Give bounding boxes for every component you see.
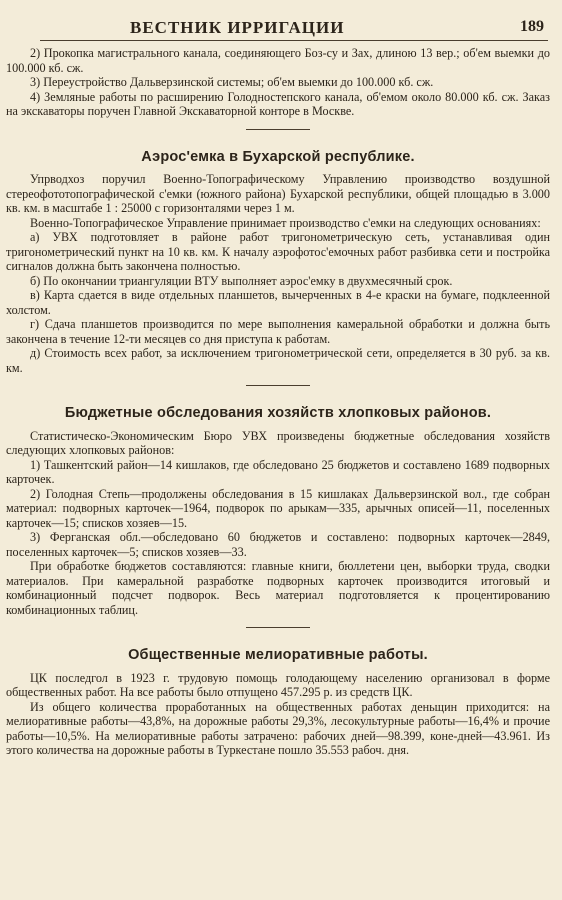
section-title: Бюджетные обследования хозяйств хлопковых районов. [64,405,492,421]
paragraph: Упрводхоз поручил Военно-Топографическому Управлению производство воздушной стереофототопографической с'емки (южного района) Бухарской республики, общей площадью в 3.000 кв. км. в масштабе 1 : 25000 с горизонталями через 1 м. [6,172,550,215]
journal-title: ВЕСТНИК ИРРИГАЦИИ [130,18,345,37]
section-title: Общественные мелиоративные работы. [128,647,428,663]
paragraph: б) По окончании триангуляции ВТУ выполняет аэрос'емку в двухмесячный срок. [30,273,453,288]
intro-item: 4) Земляные работы по расширению Голодностепского канала, об'емом около 80.000 кб. сж. Заказ на экскаваторы поручен Главной Экскаваторной конторе в Москве. [6,89,550,118]
paragraph: г) Сдача планшетов производится по мере выполнения камеральной обработки и должна быть закончена в течение 12-ти месяцев со дня приступа к работам. [6,317,550,346]
section-aerial-survey [6,150,550,376]
paragraph: ЦК последгол в 1923 г. трудовую помощь голодающему населению организовал в форме общественных работ. На все работы было отпущено 457.295 р. из средств ЦК. [6,670,550,699]
article-body [6,46,550,758]
paragraph: Военно-Топографическое Управление принимает производство с'емки на следующих основаниях: [30,215,541,230]
running-head [40,18,548,41]
section-divider [246,129,310,130]
paragraph: Статистическо-Экономическим Бюро УВХ произведены бюджетные обследования хозяйств следующих хлопковых районов: [6,428,550,457]
section-budget-surveys [6,406,550,617]
section-divider [246,385,310,386]
paragraph: в) Карта сдается в виде отдельных планшетов, вычерченных в 4-е краски на бумаге, подклеенной холстом. [6,288,550,317]
paragraph: а) УВХ подготовляет в районе работ тригонометрическую сеть, устанавливая один тригонометрический пункт на 10 кв. км. К началу аэрофотос'емочных работ разбивка сети и постройка сигналов должна быть закончена полностью. [6,230,550,273]
intro-item: 3) Переустройство Дальверзинской системы; об'ем выемки до 100.000 кб. сж. [30,75,434,89]
paragraph: 2) Голодная Степь—продолжены обследования в 15 кишлаках Дальверзинской вол., где собран материал: подворных карточек—1964, подворок по арыкам—335, арычных описей—11, поселенных карточек—15; списков хозяев—15. [6,486,550,530]
section-title: Аэрос'емка в Бухарской республике. [141,148,415,165]
intro-list [6,46,550,119]
paragraph: 1) Ташкентский район—14 кишлаков, где обследовано 25 бюджетов и составлено 1689 подворных карточек. [6,457,550,486]
page-number: 189 [520,18,544,35]
paragraph: Из общего количества проработанных на общественных работах деньщин приходится: на мелиоративные работы—43,8%, на дорожные работы 29,3%, лесокультурные работы—16,4% и прочие работы—10,5%. На мелиоративные работы затрачено: рабочих дней—98.399, коне-дней—43.961. Из этого количества на дорожные работы в Туркестане пошло 35.553 рабоч. дня. [6,699,550,757]
paragraph: 3) Ферганская обл.—обследовано 60 бюджетов и составлено: подворных карточек—2849, поселенных карточек—5; списков хозяев—33. [6,530,550,559]
section-divider [246,627,310,628]
intro-item: 2) Прокопка магистрального канала, соединяющего Боз-су и Зах, длиною 13 вер.; об'ем выемки до 100.000 кб. сж. [6,46,550,75]
paragraph: д) Стоимость всех работ, за исключением тригонометрической сети, определяется в 30 руб. за кв. км. [6,346,550,375]
section-public-works [6,648,550,758]
paragraph: При обработке бюджетов составляются: главные книги, бюллетени цен, выборки труда, сводки материалов. При камеральной разработке подворных карточек производится итоговый и комбинационный подсчет подворок. Весь материал подготовляется к процентированию комбинационных таблиц. [6,559,550,617]
